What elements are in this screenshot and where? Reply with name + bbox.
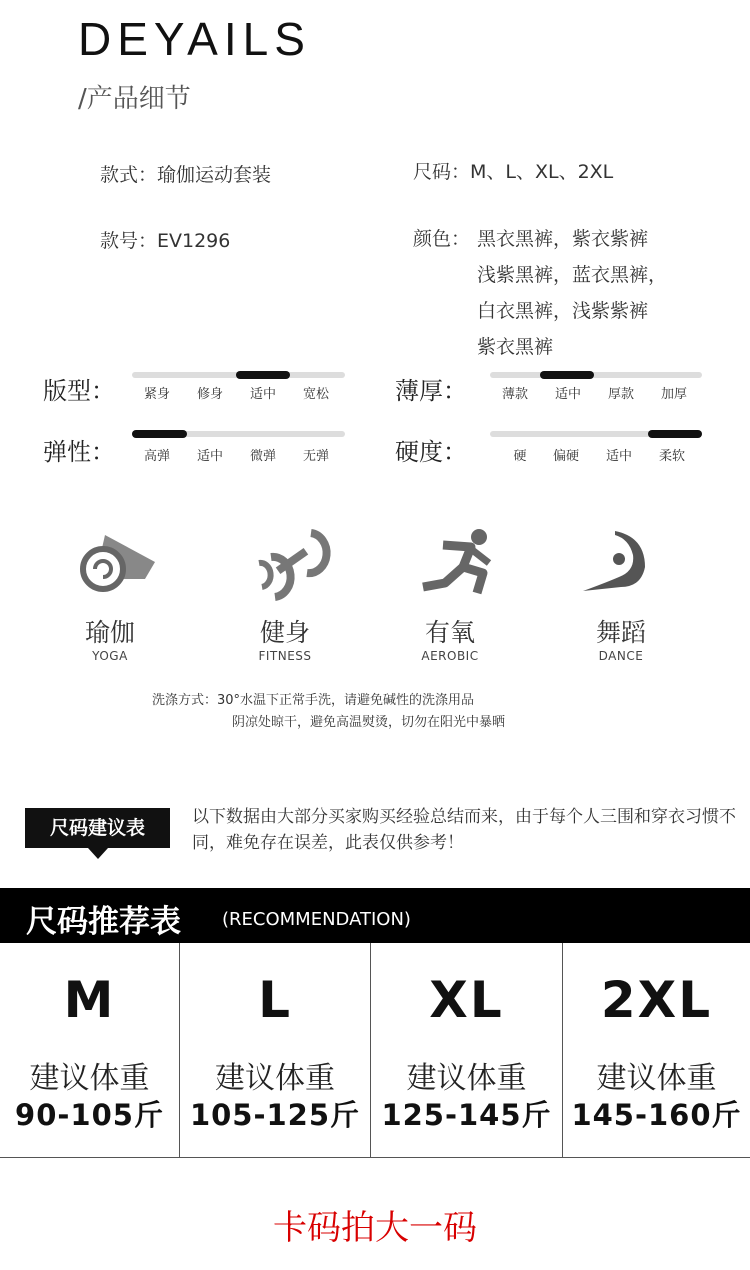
size-column-m (0, 943, 180, 1157)
size-advice-note: 以下数据由大部分买家购买经验总结而来，由于每个人三围和穿衣习惯不同，难免存在误差，此表仅供参考！ (192, 807, 736, 853)
category-fitness-en: FITNESS (258, 649, 312, 663)
scale-option: 微弹 (249, 449, 276, 464)
weight-label: 建议体重 (406, 1061, 527, 1096)
size-column-2xl (563, 943, 750, 1157)
category-aerobic-label: 有氧 (424, 618, 475, 647)
scale-option: 适中 (249, 387, 276, 402)
size-label: XL (429, 971, 504, 1029)
weight-label: 建议体重 (29, 1061, 150, 1096)
weight-label: 建议体重 (215, 1061, 335, 1096)
badge-pointer (88, 848, 108, 859)
dancer-icon (575, 527, 665, 607)
spec-colors-label: 颜色： (413, 228, 471, 250)
size-label: M (63, 971, 116, 1029)
scale-track-fit (132, 372, 345, 378)
scale-option: 加厚 (660, 387, 687, 402)
scale-indicator (236, 371, 290, 379)
scale-track-thickness (490, 372, 702, 378)
size-label: 2XL (600, 971, 713, 1029)
scale-option: 适中 (554, 387, 581, 402)
scale-label-elasticity: 弹性： (43, 438, 115, 466)
yoga-mat-icon (75, 527, 165, 607)
wash-line-1: 洗涤方式：30°水温下正常手洗，请避免碱性的洗涤用品 (152, 693, 475, 708)
size-label: L (258, 971, 292, 1029)
color-line: 紫衣黑裤 (477, 336, 554, 358)
scale-option: 无弹 (302, 449, 329, 464)
recommendation-title-en: (RECOMMENDATION) (222, 909, 411, 930)
scale-option: 宽松 (302, 387, 329, 402)
scale-label-fit: 版型： (43, 377, 115, 405)
runner-icon (413, 527, 503, 607)
category-yoga-en: YOGA (92, 649, 128, 663)
recommendation-title: 尺码推荐表 (26, 904, 181, 940)
size-up-advice: 卡码拍大一码 (273, 1208, 477, 1248)
table-bottom-divider (0, 1157, 750, 1158)
scale-option: 硬 (513, 449, 527, 464)
spec-model: 款号：EV1296 (100, 230, 231, 252)
spec-sizes: 尺码：M、L、XL、2XL (413, 161, 614, 183)
weight-value: 145-160斤 (571, 1098, 742, 1132)
scale-option: 适中 (605, 449, 632, 464)
scale-label-thickness: 薄厚： (395, 377, 467, 405)
color-line: 浅紫黑裤，蓝衣黑裤， (477, 264, 668, 286)
scale-track-hardness (490, 431, 702, 437)
weight-label: 建议体重 (596, 1061, 717, 1096)
scale-track-elasticity (132, 431, 345, 437)
color-line: 白衣黑裤，浅紫紫裤 (477, 300, 649, 322)
size-column-l (180, 943, 371, 1157)
scale-option: 柔软 (658, 449, 685, 464)
scale-option: 薄款 (501, 387, 528, 402)
weight-value: 90-105斤 (15, 1098, 164, 1132)
page-subtitle: /产品细节 (78, 84, 191, 114)
scale-indicator (132, 430, 187, 438)
scale-option: 紧身 (143, 387, 170, 402)
size-advice-badge: 尺码建议表 (25, 808, 170, 848)
spec-style: 款式：瑜伽运动套装 (100, 164, 272, 186)
color-line: 黑衣黑裤，紫衣紫裤 (477, 228, 649, 250)
category-yoga-label: 瑜伽 (84, 618, 135, 647)
scale-option: 高弹 (143, 449, 170, 464)
scale-indicator (540, 371, 594, 379)
weight-value: 125-145斤 (381, 1098, 552, 1132)
scale-option: 适中 (196, 449, 223, 464)
page-title: DEYAILS (78, 13, 311, 65)
scale-option: 修身 (196, 387, 223, 402)
wash-line-2: 阴凉处晾干，避免高温熨烫，切勿在阳光中暴晒 (232, 715, 506, 730)
scale-option: 偏硬 (552, 449, 579, 464)
category-aerobic-en: AEROBIC (421, 649, 479, 663)
category-dance-label: 舞蹈 (595, 618, 646, 647)
category-dance-en: DANCE (598, 649, 644, 663)
scale-indicator (648, 430, 702, 438)
category-fitness-label: 健身 (259, 618, 310, 647)
scale-option: 厚款 (607, 387, 634, 402)
scale-label-hardness: 硬度： (395, 438, 467, 466)
size-column-xl (371, 943, 563, 1157)
weight-value: 105-125斤 (189, 1098, 361, 1132)
dumbbell-icon (245, 527, 335, 607)
